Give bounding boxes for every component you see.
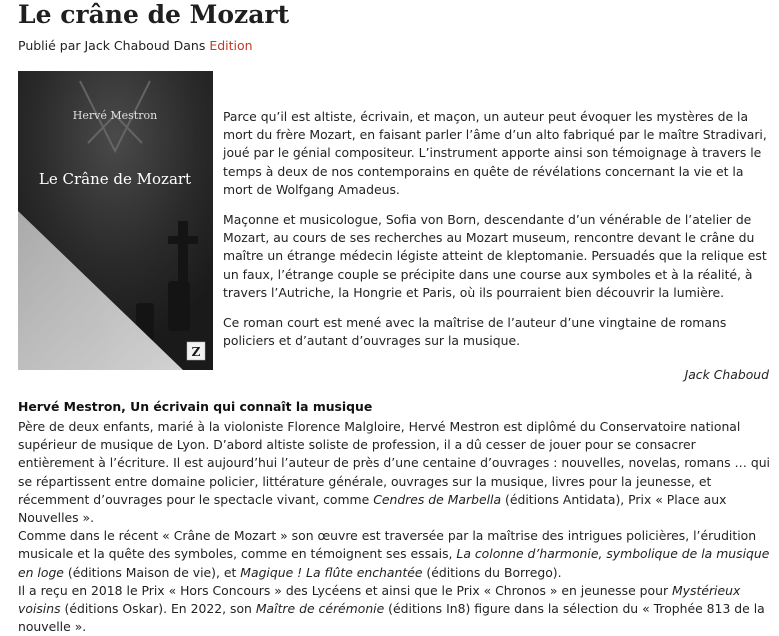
cover-title: Le Crâne de Mozart [38,170,192,188]
bio-text: Il a reçu en 2018 le Prix « Hors Concours » des Lycéens et ainsi que le Prix « Chronos » en jeunesse pour [18,582,672,598]
bio-text: (éditions Maison de vie), et [63,564,241,580]
article-body [223,108,771,362]
article-signature: Jack Chaboud [684,367,769,382]
post-title: Le crâne de Mozart [18,0,290,29]
category-link[interactable]: Edition [209,38,253,53]
bio-text: (éditions du Borrego). [422,564,562,580]
book-title: Cendres de Marbella [373,491,502,507]
post-byline [18,38,253,53]
author-bio [18,418,773,636]
article-paragraph: Maçonne et musicologue, Sofia von Born, descendante d’un vénérable de l’atelier de Mozart, au cours de ses recherches au Mozart museum, rencontre devant le crâne du maître un étrange médecin légiste atteint de kleptomanie. Persuadés que la relique est un faux, l’étrange couple se précipite dans une course aux symboles et à la réalité, à travers l’Autriche, la Hongrie et Paris, où ils pourraient bien découvrir la lumière. [223,212,767,300]
article-paragraph: Ce roman court est mené avec la maîtrise de l’auteur d’une vingtaine de romans policiers et d’autant d’ouvrages sur la musique. [223,315,727,349]
book-title: Maître de cérémonie [255,601,385,617]
bio-paragraph [18,418,773,527]
bio-text: Père de deux enfants, marié à la violoniste Florence Malgloire, Hervé Mestron est diplômé du Conservatoire national supérieur de musique de Lyon. D’abord altiste soliste de profession, il a dû cesser de jouer pour se consacrer entièrement à l’écriture. Il est aujourd’hui l’auteur de près d’une centaine d’ouvrages : nouvelles, novelas, romans … qui se répartissent entre domaine policier, littérature générale, ouvrages sur la musique, livres pour la jeunesse, et récemment d’ouvrages pour le spectacle vivant, comme [18,419,770,507]
article-paragraph: Parce qu’il est altiste, écrivain, et maçon, un auteur peut évoquer les mystères de la mort du frère Mozart, en faisant parler l’âme d’un alto fabriqué par le maître Stradivari, joué par le génial compositeur. L’instrument apporte ainsi son témoignage à travers le temps à deux de nos contemporains en quête de révélations concernant la vie et la mort de Wolfgang Amadeus. [223,109,767,197]
book-title: Mystérieux voisins [18,582,741,617]
bio-text: (éditions Antidata), Prix « Place aux Nouvelles ». [18,491,727,526]
cover-author: Hervé Mestron [72,109,158,122]
book-title: La colonne d’harmonie, symbolique de la musique en loge [18,546,770,580]
book-cover-image [18,71,213,370]
bio-heading: Hervé Mestron, Un écrivain qui connaît la musique [18,399,373,414]
bio-text: (éditions Oskar). En 2022, son [60,601,256,617]
byline-prefix: Publié par Jack Chaboud Dans [18,38,210,53]
bio-paragraph [18,527,773,582]
bio-text: (éditions In8) figure dans la sélection du « Trophée 813 de la nouvelle ». [18,601,765,635]
book-title: Magique ! La flûte enchantée [240,564,423,580]
publisher-logo-text: Z [191,345,201,359]
bio-text: Comme dans le récent « Crâne de Mozart » son œuvre est traversée par la maîtrise des intrigues policières, l’érudition musicale et la quête des symboles, comme en témoignent ses essais, [18,528,757,562]
